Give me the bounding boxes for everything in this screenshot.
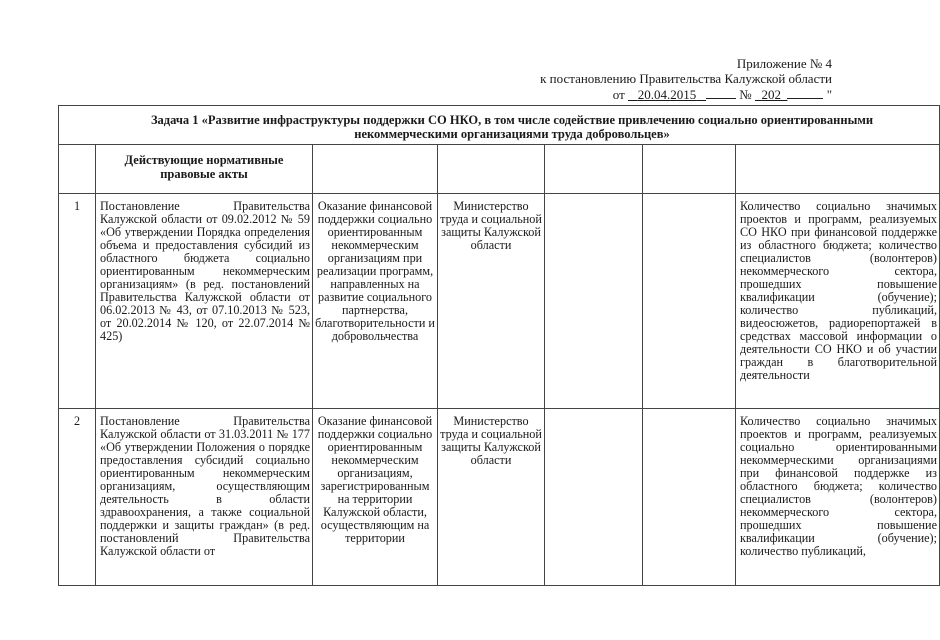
number-sign: № — [739, 87, 752, 102]
header-cell-5 — [545, 145, 643, 194]
table-row — [59, 409, 940, 586]
row-col6 — [643, 194, 736, 409]
row-act: Постановление Правительства Калужской области от 31.03.2011 № 177 «Об утверждении Положения о порядке предоставления субсидий социально ориентированным некоммерческим организациям, осуществляющим деятельность в области здравоохранения, а также социальной поддержки и защиты граждан» (в ред. постановлений Правительства Калужской области от — [96, 409, 313, 586]
header-cell-3 — [313, 145, 438, 194]
row-executor: Министерство труда и социальной защиты Калужской области — [438, 194, 545, 409]
row-act: Постановление Правительства Калужской области от 09.02.2012 № 59 «Об утверждении Порядка определения объема и предоставления субсидий из областного бюджета социально ориентированным некоммерческим организациям» (в ред. постановлений Правительства Калужской области от 06.02.2013 № 43, от 07.10.2013 № 523, от 20.02.2014 № 120, от 22.07.2014 № 425) — [96, 194, 313, 409]
date-prefix: от — [612, 87, 625, 102]
row-col5 — [545, 409, 643, 586]
row-col5 — [545, 194, 643, 409]
resolution-number: 202 — [761, 87, 781, 102]
date-underline — [706, 86, 736, 99]
row-indicators: Количество социально значимых проектов и программ, реализуемых социально ориентированными некоммерческими организациями при финансовой поддержке из областного бюджета; количество специалистов (волонтеров) некоммерческого сектора, прошедших повышение квалификации (обучение); количество публикаций, — [736, 409, 940, 586]
resolution-date: 20.04.2015 — [637, 87, 697, 102]
row-indicators: Количество социально значимых проектов и программ, реализуемых СО НКО при финансовой поддержке из областного бюджета; количество специалистов (волонтеров) некоммерческого сектора, прошедших повышение квалификации (обучение); количество публикаций, видеосюжетов, радиорепортажей в средствах массовой информации о деятельности СО НКО и об участии граждан в благотворительной деятельности — [736, 194, 940, 409]
column-header-row — [59, 145, 940, 194]
number-underline — [787, 86, 823, 99]
task-title: Задача 1 «Развитие инфраструктуры поддержки СО НКО, в том числе содействие привлечению социально ориентированными некоммерческими организациями труда добровольцев» — [59, 106, 940, 145]
resolution-date-number — [613, 86, 832, 102]
table-row — [59, 194, 940, 409]
row-measure: Оказание финансовой поддержки социально ориентированным некоммерческим организациям при реализации программ, направленных на развитие социального партнерства, благотворительности и добровольчества — [313, 194, 438, 409]
header-cell-4 — [438, 145, 545, 194]
row-col6 — [643, 409, 736, 586]
resolution-reference: к постановлению Правительства Калужской области — [540, 71, 832, 86]
row-number: 1 — [59, 194, 96, 409]
task-row — [59, 106, 940, 145]
closing-quote: " — [826, 87, 832, 102]
appendix-label: Приложение № 4 — [736, 56, 832, 71]
header-cell-6 — [643, 145, 736, 194]
header-cell-7 — [736, 145, 940, 194]
header-cell-acts: Действующие нормативные правовые акты — [96, 145, 313, 194]
measures-table — [58, 105, 940, 586]
row-number: 2 — [59, 409, 96, 586]
header-cell-num — [59, 145, 96, 194]
row-measure: Оказание финансовой поддержки социально ориентированным некоммерческим организациям, зарегистрированным на территории Калужской области, осуществляющим на территории — [313, 409, 438, 586]
row-executor: Министерство труда и социальной защиты Калужской области — [438, 409, 545, 586]
